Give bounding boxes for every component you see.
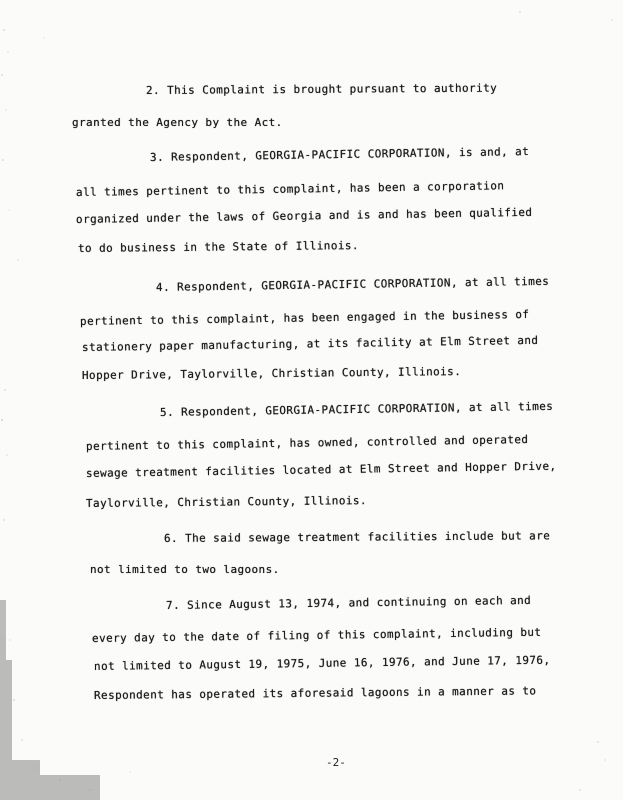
paragraph-4-line-2: pertinent to this complaint, has been engaged in the business of [79,307,530,328]
paragraph-7-line-1: 7. Since August 13, 1974, and continuing on each and [165,593,532,612]
paragraph-5-line-2: pertinent to this complaint, has owned, controlled and operated [85,433,529,453]
paragraph-4-line-1: 4. Respondent, GEORGIA-PACIFIC CORPORATION, at all times [155,274,550,294]
paragraph-6-line-1: 6. The said sewage treatment facilities include but are [163,529,551,545]
paragraph-5-line-1: 5. Respondent, GEORGIA-PACIFIC CORPORATION, at all times [159,399,554,419]
page-number: -2- [326,756,346,769]
paragraph-7-line-3: not limited to August 19, 1975, June 16, 1976, and June 17, 1976, [93,653,551,673]
paragraph-3-line-4: to do business in the State of Illinois. [77,239,359,255]
paragraph-4-line-4: Hopper Drive, Taylorville, Christian County, Illinois. [81,365,462,382]
paragraph-7-line-2: every day to the date of filing of this complaint, including but [91,625,542,645]
paragraph-4-line-3: stationery paper manufacturing, at its facility at Elm Street and [81,333,539,354]
paragraph-7-line-4: Respondent has operated its aforesaid lagoons in a manner as to [93,684,537,702]
paragraph-2-line-1: 2. This Complaint is brought pursuant to authority [145,81,498,97]
paragraph-3-line-2: all times pertinent to this complaint, has been a corporation [75,179,505,199]
paragraph-5-line-3: sewage treatment facilities located at Elm Street and Hopper Drive, [85,459,557,480]
paragraph-5-line-4: Taylorville, Christian County, Illinois. [85,494,367,510]
paragraph-3-line-1: 3. Respondent, GEORGIA-PACIFIC CORPORATION, is and, at [149,145,530,164]
paragraph-3-line-3: organized under the laws of Georgia and is and has been qualified [75,205,533,226]
paragraph-6-line-2: not limited to two lagoons. [90,563,280,576]
paragraph-2-line-2: granted the Agency by the Act. [72,116,283,129]
